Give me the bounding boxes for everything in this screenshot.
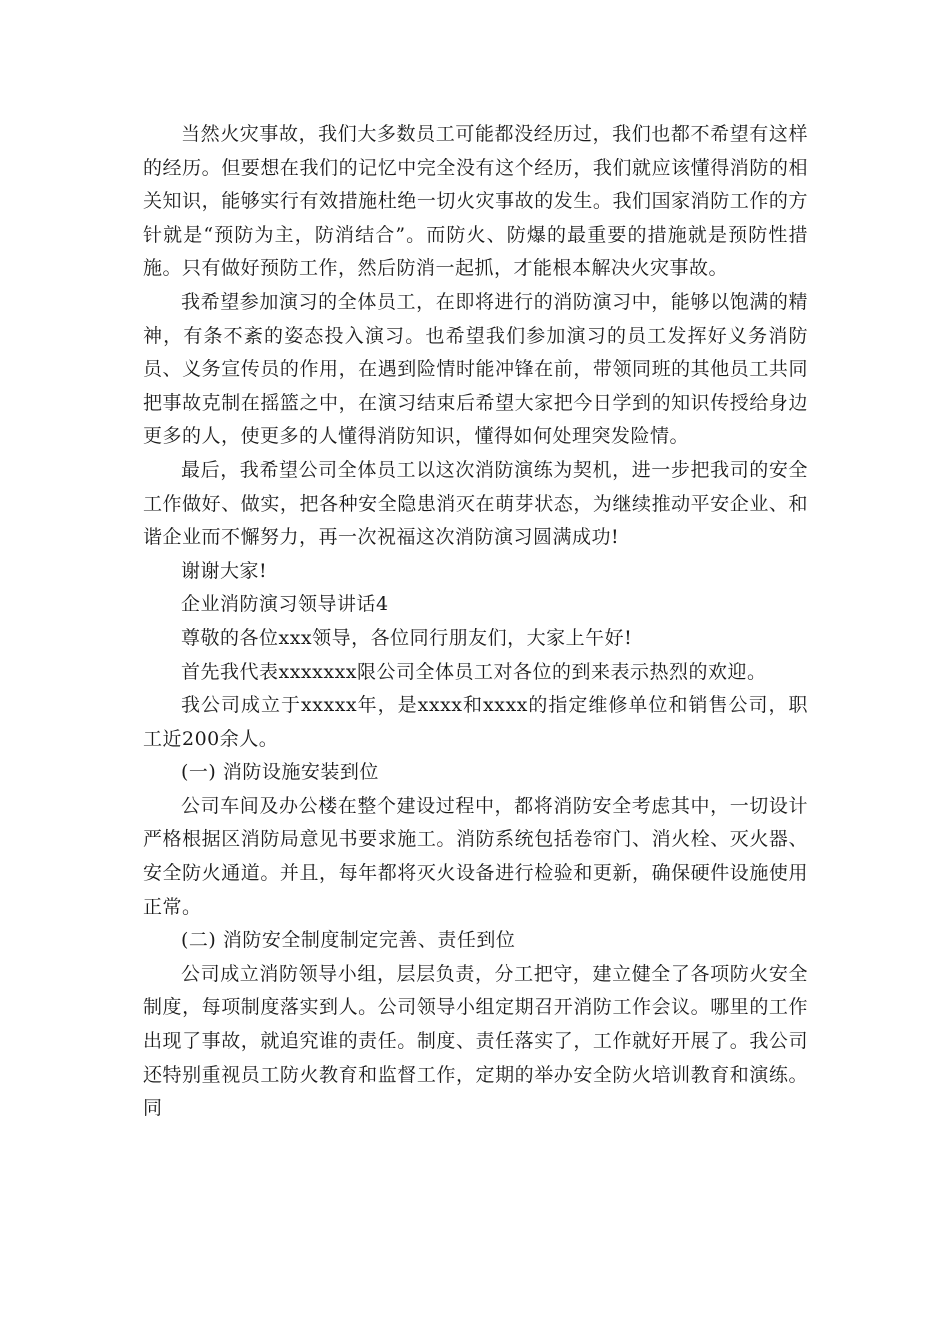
paragraph-4: 谢谢大家! xyxy=(181,559,268,582)
paragraph-12: 公司成立消防领导小组，层层负责，分工把守，建立健全了各项防火安全制度，每项制度落实到人。公司领导小组定期召开消防工作会议。哪里的工作出现了事故，就追究谁的责任。制度、责任落实了，工作就好开展了。我公司还特别重视员工防火教育和监督工作，定期的举办安全防火培训教育和演练。同 xyxy=(143,962,808,1120)
paragraph-1: 当然火灾事故，我们大多数员工可能都没经历过，我们也都不希望有这样的经历。但要想在我们的记忆中完全没有这个经历，我们就应该懂得消防的相关知识，能够实行有效措施杜绝一切火灾事故的发生。我们国家消防工作的方针就是“预防为主，防消结合”。而防火、防爆的最重要的措施就是预防性措施。只有做好预防工作，然后防消一起抓，才能根本解决火灾事故。 xyxy=(143,123,808,280)
paragraph-8: 我公司成立于xxxxx年，是xxxx和xxxx的指定维修单位和销售公司，职工近200余人。 xyxy=(143,694,808,750)
paragraph-10: 公司车间及办公楼在整个建设过程中，都将消防安全考虑其中，一切设计严格根据区消防局意见书要求施工。消防系统包括卷帘门、消火栓、灭火器、安全防火通道。并且，每年都将灭火设备进行检验和更新，确保硬件设施使用正常。 xyxy=(143,794,808,918)
paragraph-6: 尊敬的各位xxx领导，各位同行朋友们，大家上午好! xyxy=(181,626,633,649)
document-body xyxy=(143,118,808,1126)
subheading-1: (一) 消防设施安装到位 xyxy=(181,761,379,784)
paragraph-2: 我希望参加演习的全体员工，在即将进行的消防演习中，能够以饱满的精神，有条不紊的姿态投入演习。也希望我们参加演习的员工发挥好义务消防员、义务宣传员的作用，在遇到险情时能冲锋在前，带领同班的其他员工共同把事故克制在摇篮之中，在演习结束后希望大家把今日学到的知识传授给身边更多的人，使更多的人懂得消防知识，懂得如何处理突发险情。 xyxy=(143,290,808,448)
paragraph-7: 首先我代表xxxxxxx限公司全体员工对各位的到来表示热烈的欢迎。 xyxy=(181,660,767,683)
subheading-2: (二) 消防安全制度制定完善、责任到位 xyxy=(181,929,516,952)
section-heading: 企业消防演习领导讲话4 xyxy=(181,593,389,616)
paragraph-3: 最后，我希望公司全体员工以这次消防演练为契机，进一步把我司的安全工作做好、做实，把各种安全隐患消灭在萌芽状态，为继续推动平安企业、和谐企业而不懈努力，再一次祝福这次消防演习圆满成功! xyxy=(143,458,808,549)
